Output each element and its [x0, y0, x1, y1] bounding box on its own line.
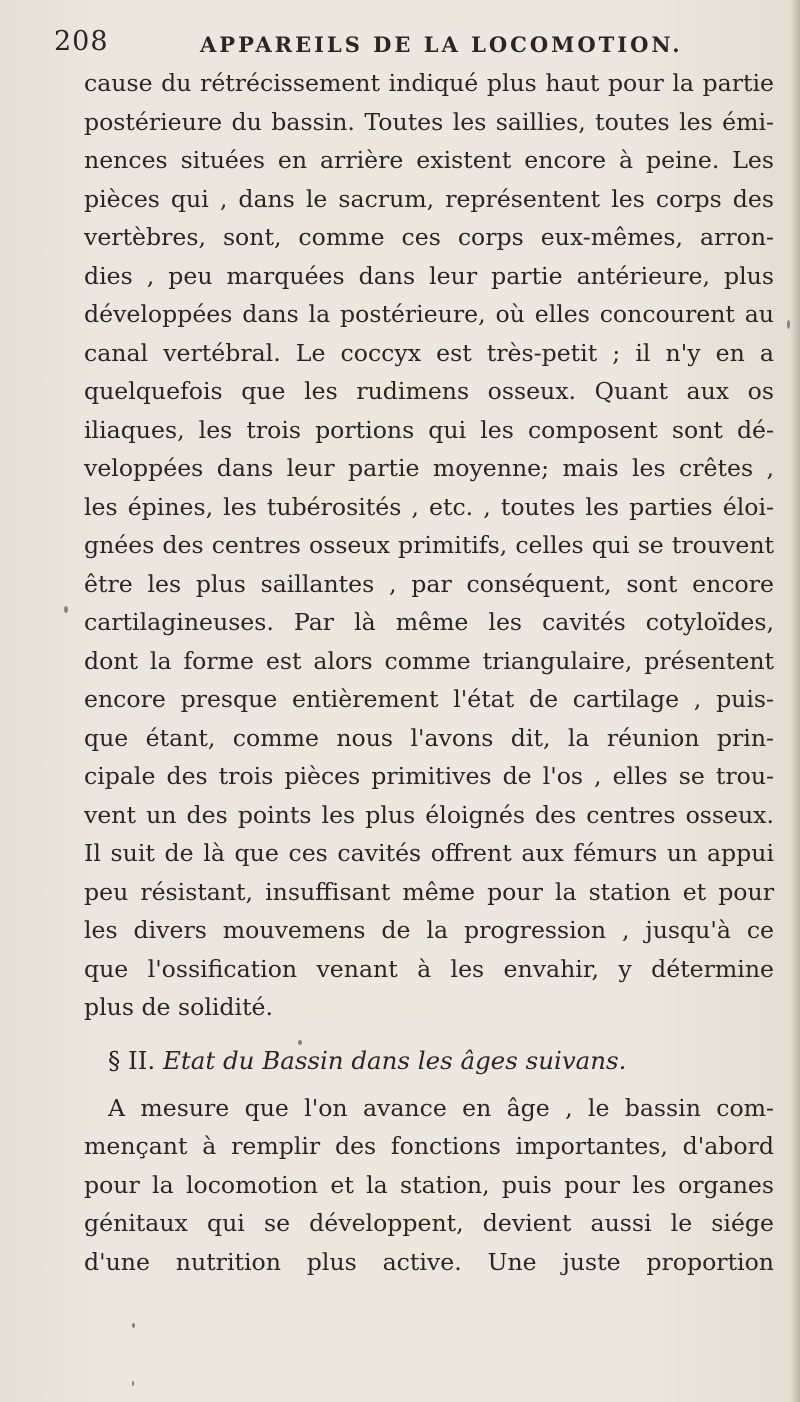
text-line: quelquefois que les rudimens osseux. Quant aux os	[84, 377, 774, 405]
page-header	[54, 26, 754, 66]
section-heading	[84, 1039, 774, 1083]
page-number: 208	[54, 26, 109, 57]
text-line: cipale des trois pièces primitives de l'os , elles se trou-	[84, 762, 774, 790]
text-line: A mesure que l'on avance en âge , le bassin com-	[108, 1093, 774, 1122]
text-line: vertèbres, sont, comme ces corps eux-mêmes, arron-	[84, 223, 774, 251]
text-line: les divers mouvemens de la progression , jusqu'à ce	[84, 916, 774, 944]
text-line: nences situées en arrière existent encore à peine. Les	[84, 146, 774, 174]
text-line: peu résistant, insuffisant même pour la station et pour	[84, 877, 774, 906]
text-line: développées dans la postérieure, où elles concourent au	[84, 300, 774, 328]
body-text	[84, 64, 774, 1281]
text-line: iliaques, les trois portions qui les composent sont dé-	[84, 415, 774, 444]
page-edge-shadow	[790, 0, 800, 1402]
paper-speck	[132, 1381, 134, 1386]
section-number: § II.	[108, 1045, 156, 1075]
text-line: d'une nutrition plus active. Une juste proportion	[84, 1247, 774, 1276]
text-line: gnées des centres osseux primitifs, celles qui se trouvent	[84, 531, 774, 559]
running-head: APPAREILS DE LA LOCOMOTION.	[200, 32, 683, 57]
text-line: génitaux qui se développent, devient aussi le siége	[84, 1209, 774, 1237]
text-line: cause du rétrécissement indiqué plus haut pour la partie	[84, 69, 774, 97]
text-line: pièces qui , dans le sacrum, représentent les corps des	[84, 184, 774, 213]
text-line: encore presque entièrement l'état de cartilage , puis-	[84, 685, 774, 713]
text-line: postérieure du bassin. Toutes les saillies, toutes les émi-	[84, 107, 774, 136]
text-line: que l'ossification venant à les envahir, y détermine	[84, 954, 774, 983]
section-title: Etat du Bassin dans les âges suivans.	[162, 1045, 627, 1075]
text-line: dont la forme est alors comme triangulaire, présentent	[84, 646, 774, 675]
text-line: veloppées dans leur partie moyenne; mais les crêtes ,	[84, 454, 774, 482]
paper-speck	[64, 606, 68, 613]
text-line: cartilagineuses. Par là même les cavités cotyloïdes,	[84, 608, 774, 636]
text-line: que étant, comme nous l'avons dit, la réunion prin-	[84, 723, 774, 752]
text-line: vent un des points les plus éloignés des centres osseux.	[84, 800, 774, 829]
text-line: les épines, les tubérosités , etc. , toutes les parties éloi-	[84, 492, 774, 521]
paper-speck	[298, 1040, 302, 1045]
paper-speck	[132, 1323, 135, 1328]
text-line: mençant à remplir des fonctions importantes, d'abord	[84, 1132, 774, 1160]
paper-speck	[787, 320, 790, 329]
text-line: Il suit de là que ces cavités offrent aux fémurs un appui	[84, 839, 774, 867]
text-line: pour la locomotion et la station, puis pour les organes	[84, 1170, 774, 1199]
text-line: dies , peu marquées dans leur partie antérieure, plus	[84, 261, 774, 290]
text-line: plus de solidité.	[84, 993, 274, 1021]
text-line: canal vertébral. Le coccyx est très-petit ; il n'y en a	[84, 338, 774, 367]
text-line: être les plus saillantes , par conséquent, sont encore	[84, 569, 774, 598]
